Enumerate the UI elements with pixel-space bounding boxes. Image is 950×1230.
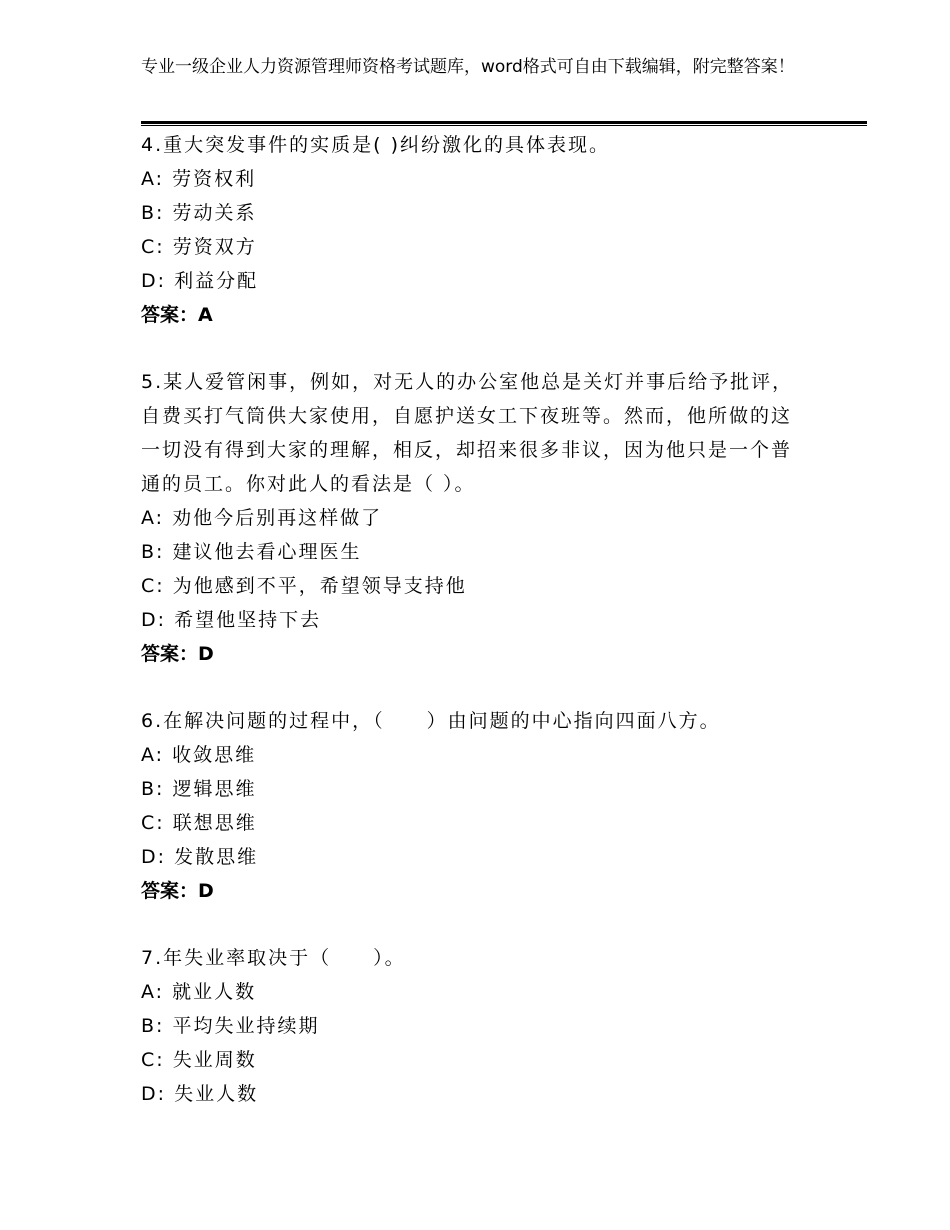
option-b: B: 建议他去看心理医生: [141, 541, 362, 563]
page-header: 专业一级企业人力资源管理师资格考试题库，word格式可自由下载编辑，附完整答案！: [141, 57, 795, 77]
option-d: D: 希望他坚持下去: [141, 609, 322, 631]
option-a: A: 收敛思维: [141, 744, 257, 766]
option-d: D: 失业人数: [141, 1083, 259, 1105]
question-stem: 4.重大突发事件的实质是( )纠纷激化的具体表现。: [141, 134, 610, 156]
option-c: C: 劳资双方: [141, 236, 257, 258]
question-stem: 5.某人爱管闲事，例如，对无人的办公室他总是关灯并事后给予批评，自费买打气筒供大家使用，自愿护送女工下夜班等。然而，他所做的这一切没有得到大家的理解，相反，却招来很多非议，因为他只是一个普通的员工。你对此人的看法是（ ）。: [141, 371, 794, 495]
option-c: C: 联想思维: [141, 812, 257, 834]
question-stem: 6.在解决问题的过程中，（ ）由问题的中心指向四面八方。: [141, 710, 721, 732]
header-divider-thin: [141, 125, 867, 126]
question-5: [141, 365, 801, 671]
option-a: A: 劝他今后别再这样做了: [141, 507, 383, 529]
option-c: C: 为他感到不平，希望领导支持他: [141, 575, 467, 597]
question-6: [141, 704, 801, 908]
option-b: B: 逻辑思维: [141, 778, 257, 800]
question-7: [141, 941, 801, 1111]
answer-label: 答案：A: [141, 304, 213, 326]
answer-label: 答案：D: [141, 880, 214, 902]
answer-label: 答案：D: [141, 643, 214, 665]
question-list: [141, 128, 801, 1144]
question-4: [141, 128, 801, 332]
header-divider: [141, 121, 867, 124]
option-d: D: 利益分配: [141, 270, 259, 292]
option-d: D: 发散思维: [141, 846, 259, 868]
option-b: B: 平均失业持续期: [141, 1015, 320, 1037]
option-a: A: 劳资权利: [141, 168, 257, 190]
option-a: A: 就业人数: [141, 981, 257, 1003]
option-b: B: 劳动关系: [141, 202, 257, 224]
option-c: C: 失业周数: [141, 1049, 257, 1071]
question-stem: 7.年失业率取决于（ ）。: [141, 947, 406, 969]
